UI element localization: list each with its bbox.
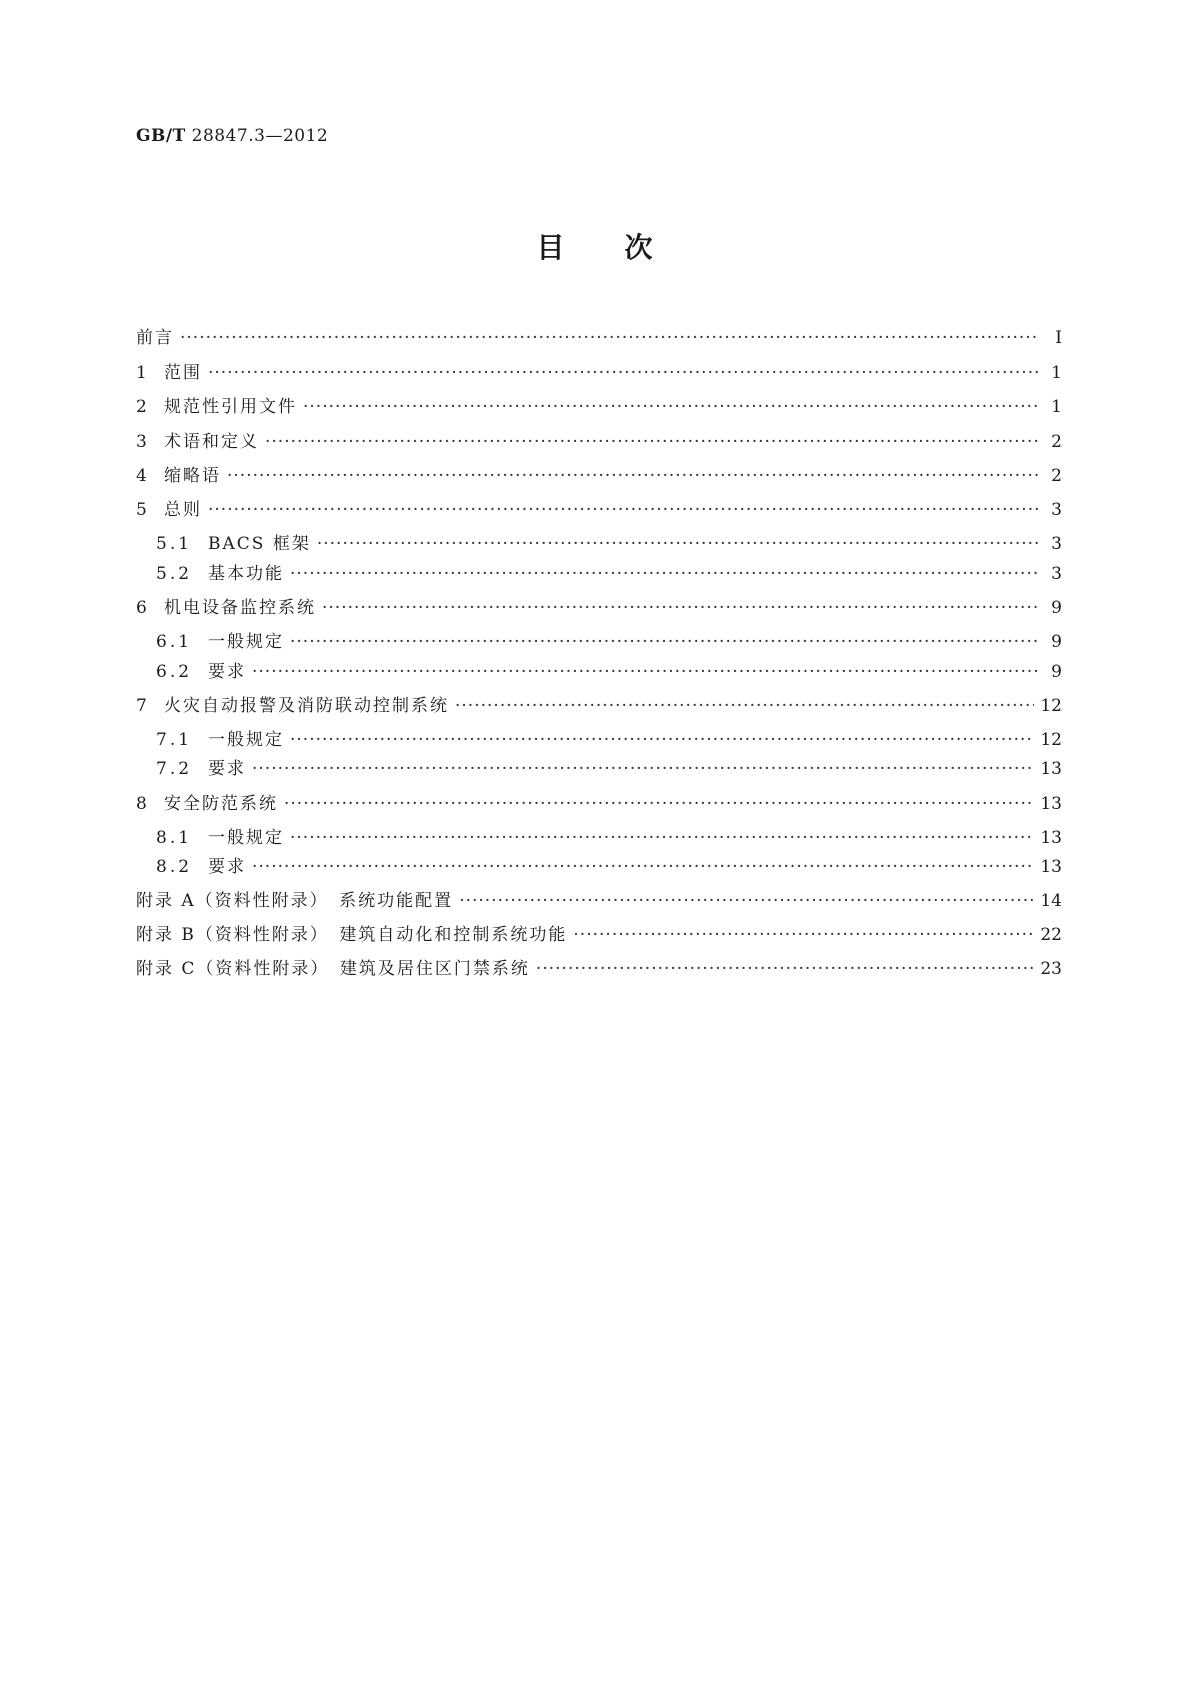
toc-entry-label: 规范性引用文件: [164, 397, 297, 417]
toc-entry-label: 附录 C（资料性附录） 建筑及居住区门禁系统: [136, 959, 530, 979]
toc-entry[interactable]: [136, 596, 1062, 620]
toc-entry-number: 5.1: [156, 534, 193, 554]
toc-entry-label: 要求: [208, 759, 246, 779]
toc-dot-leader: [322, 596, 1038, 620]
toc-entry-page: 12: [1040, 730, 1062, 750]
toc-entry[interactable]: [156, 855, 1062, 879]
toc-dot-leader: [290, 562, 1038, 586]
toc-entry-label: 一般规定: [208, 730, 284, 750]
toc-entry-page: 13: [1040, 828, 1062, 848]
toc-entry-label: 火灾自动报警及消防联动控制系统: [164, 696, 449, 716]
toc-entry-page: 9: [1051, 662, 1062, 682]
toc-entry-page: 3: [1051, 500, 1062, 520]
toc-title: [0, 226, 1191, 266]
toc-entry-number: 7: [136, 696, 148, 716]
toc-entry-number: 6.1: [156, 632, 193, 652]
toc-dot-leader: [290, 728, 1034, 752]
toc-entry-number: 6: [136, 598, 148, 618]
toc-dot-leader: [252, 660, 1038, 684]
toc-title-part2: 次: [624, 231, 655, 264]
toc-entry-page: 3: [1051, 564, 1062, 584]
toc-entry[interactable]: [156, 728, 1062, 752]
toc-entry-label: 机电设备监控系统: [164, 598, 316, 618]
toc-entry-label: 总则: [164, 500, 202, 520]
toc-entry-page: 13: [1040, 759, 1062, 779]
toc-entry-page: 9: [1051, 598, 1062, 618]
toc-entry[interactable]: [156, 826, 1062, 850]
toc-entry[interactable]: [156, 562, 1062, 586]
toc-entry[interactable]: [136, 889, 1062, 913]
toc-entry-number: 2: [136, 397, 148, 417]
toc-entry-label: 一般规定: [208, 828, 284, 848]
toc-entry[interactable]: [136, 430, 1062, 454]
toc-entry[interactable]: [136, 498, 1062, 522]
document-code-prefix: GB/T: [136, 126, 186, 146]
toc-dot-leader: [227, 464, 1038, 488]
toc-entry-number: 5: [136, 500, 148, 520]
toc-entry-number: 8.2: [156, 857, 193, 877]
toc-entry[interactable]: [156, 532, 1062, 556]
toc-dot-leader: [290, 826, 1034, 850]
toc-entry-label: 安全防范系统: [164, 794, 278, 814]
toc-entry-label: 前言: [136, 328, 174, 348]
toc-entry-number: 1: [136, 363, 148, 383]
toc-entry[interactable]: [136, 694, 1062, 718]
toc-entry-number: 6.2: [156, 662, 193, 682]
toc-entry[interactable]: [136, 923, 1062, 947]
toc-dot-leader: [317, 532, 1038, 556]
toc-entry-page: 1: [1051, 397, 1062, 417]
toc-entry-page: 9: [1051, 632, 1062, 652]
toc-dot-leader: [459, 889, 1034, 913]
toc-entry-page: 1: [1051, 363, 1062, 383]
toc-entry-page: 22: [1040, 925, 1062, 945]
toc-entry-number: 8.1: [156, 828, 193, 848]
toc-entry-page: 14: [1040, 891, 1062, 911]
toc-dot-leader: [208, 498, 1038, 522]
toc-entry-page: 2: [1051, 466, 1062, 486]
toc-entry[interactable]: [136, 957, 1062, 981]
toc-entry-page: Ⅰ: [1055, 328, 1062, 348]
toc-entry-label: 一般规定: [208, 632, 284, 652]
toc-title-part1: 目: [536, 231, 567, 264]
toc-entry-label: 术语和定义: [164, 432, 259, 452]
toc-entry-label: 要求: [208, 857, 246, 877]
toc-entry-label: 基本功能: [208, 564, 284, 584]
toc-entry-number: 3: [136, 432, 148, 452]
toc-entry[interactable]: [156, 660, 1062, 684]
toc-entry-page: 23: [1040, 959, 1062, 979]
toc-dot-leader: [265, 430, 1038, 454]
toc-entry-page: 13: [1040, 794, 1062, 814]
toc-entry[interactable]: [136, 792, 1062, 816]
toc-entry[interactable]: [136, 395, 1062, 419]
toc-dot-leader: [284, 792, 1034, 816]
toc-dot-leader: [573, 923, 1034, 947]
toc-entry[interactable]: [136, 464, 1062, 488]
toc-entry-page: 3: [1051, 534, 1062, 554]
toc-entry-label: 附录 A（资料性附录） 系统功能配置: [136, 891, 454, 911]
toc-entry-label: 附录 B（资料性附录） 建筑自动化和控制系统功能: [136, 925, 568, 945]
toc-entry-number: 8: [136, 794, 148, 814]
toc-entry-number: 4: [136, 466, 148, 486]
toc-dot-leader: [180, 326, 1038, 350]
toc-dot-leader: [208, 361, 1038, 385]
toc-dot-leader: [290, 630, 1038, 654]
toc-entry-label: 缩略语: [164, 466, 221, 486]
toc-entry[interactable]: [156, 757, 1062, 781]
toc-entry-label: 范围: [164, 363, 202, 383]
document-code-number: 28847.3—2012: [191, 126, 329, 146]
toc-entry-number: 7.1: [156, 730, 193, 750]
toc-dot-leader: [455, 694, 1034, 718]
toc-dot-leader: [303, 395, 1038, 419]
toc-entry-number: 5.2: [156, 564, 193, 584]
toc-dot-leader: [252, 757, 1034, 781]
toc-entry[interactable]: [156, 630, 1062, 654]
toc-entry-label: 要求: [208, 662, 246, 682]
toc-dot-leader: [252, 855, 1034, 879]
toc-entry-page: 12: [1040, 696, 1062, 716]
document-code: [136, 126, 328, 146]
toc-entry-page: 13: [1040, 857, 1062, 877]
toc-entry-number: 7.2: [156, 759, 193, 779]
toc-entry[interactable]: [136, 326, 1062, 350]
toc-entry[interactable]: [136, 361, 1062, 385]
toc-entry-page: 2: [1051, 432, 1062, 452]
toc-dot-leader: [536, 957, 1034, 981]
toc-entry-label: BACS 框架: [208, 534, 311, 554]
